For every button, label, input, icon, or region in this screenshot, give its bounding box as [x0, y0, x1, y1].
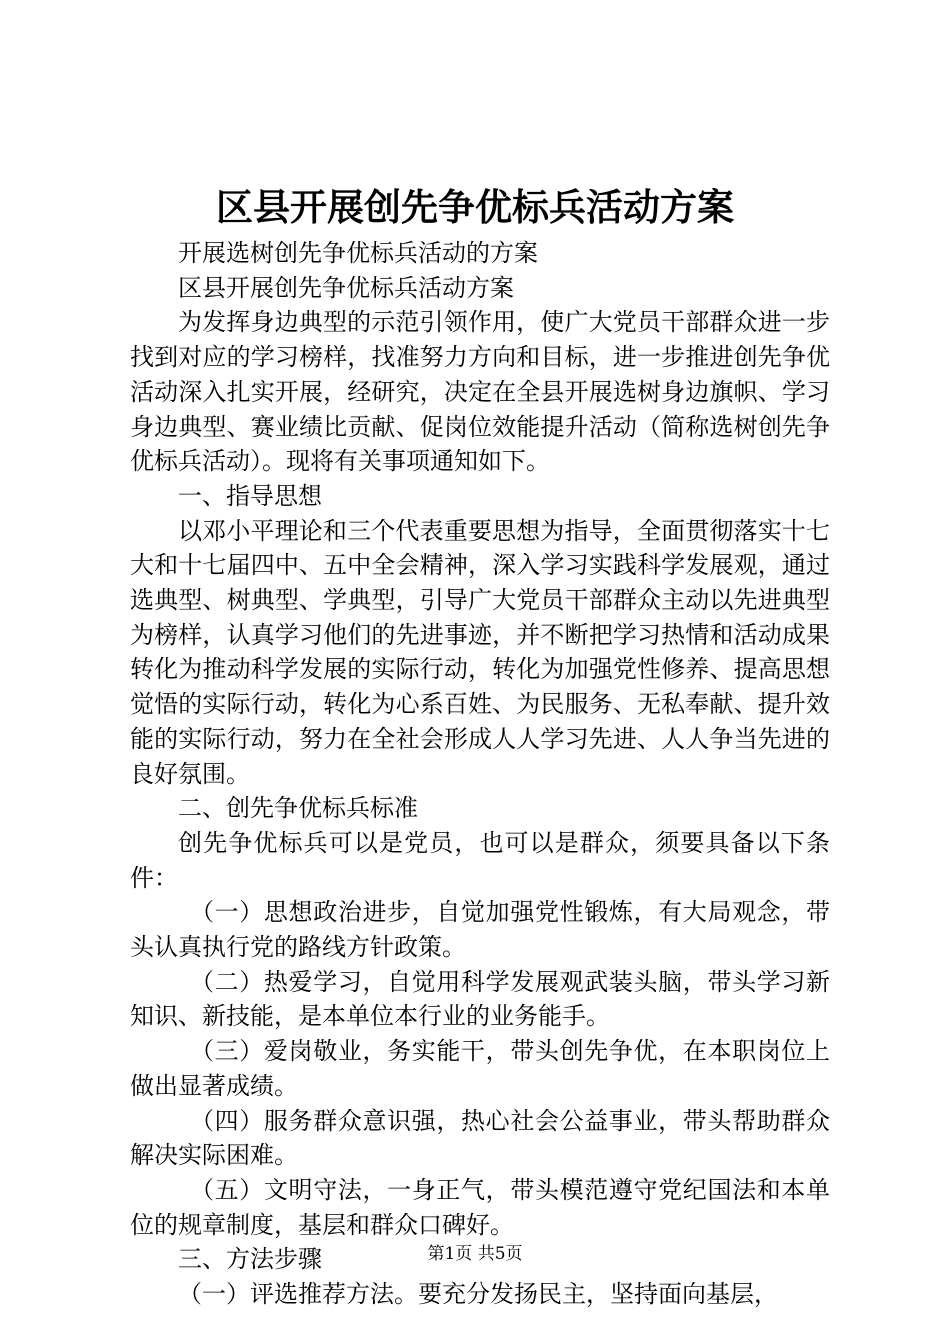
document-title: 区县开展创先争优标兵活动方案	[216, 185, 734, 229]
list-item-condition-3: （三）爱岗敬业，务实能干，带头创先争优，在本职岗位上做出显著成绩。	[130, 1037, 830, 1100]
list-item-condition-2: （二）热爱学习，自觉用科学发展观武装头脑，带头学习新知识、新技能，是本单位本行业的业务能手。	[130, 967, 830, 1031]
paragraph-heading-repeat: 区县开展创先争优标兵活动方案	[178, 273, 514, 302]
section-heading-guiding-thought: 一、指导思想	[178, 481, 322, 510]
paragraph-intro: 为发挥身边典型的示范引领作用，使广大党员干部群众进一步找到对应的学习榜样，找准努力方向和目标，进一步推进创先争优活动深入扎实开展，经研究，决定在全县开展选树身边旗帜、学习身边典型、赛业绩比贡献、促岗位效能提升活动（简称选树创先争优标兵活动）。现将有关事项通知如下。	[130, 308, 830, 476]
list-item-condition-4: （四）服务群众意识强，热心社会公益事业，带头帮助群众解决实际困难。	[130, 1106, 830, 1170]
list-item-condition-5: （五）文明守法，一身正气，带头模范遵守党纪国法和本单位的规章制度，基层和群众口碑好。	[130, 1175, 830, 1239]
page-number-footer: 第1页 共5页	[427, 1244, 523, 1264]
paragraph-guiding-thought: 以邓小平理论和三个代表重要思想为指导，全面贯彻落实十七大和十七届四中、五中全会精神，深入学习实践科学发展观，通过选典型、树典型、学典型，引导广大党员干部群众主动以先进典型为榜样，认真学习他们的先进事迹，并不断把学习热情和活动成果转化为推动科学发展的实际行动，转化为加强党性修养、提高思想觉悟的实际行动，转化为心系百姓、为民服务、无私奉献、提升效能的实际行动，努力在全社会形成人人学习先进、人人争当先进的良好氛围。	[130, 516, 830, 788]
paragraph-subtitle: 开展选树创先争优标兵活动的方案	[178, 239, 538, 267]
document-body	[130, 236, 830, 1312]
section-heading-standards: 二、创先争优标兵标准	[178, 794, 418, 823]
section-heading-steps: 三、方法步骤	[178, 1245, 322, 1274]
paragraph-standards-intro: 创先争优标兵可以是党员，也可以是群众，须要具备以下条件：	[130, 828, 830, 892]
list-item-condition-1: （一）思想政治进步，自觉加强党性锻炼，有大局观念，带头认真执行党的路线方针政策。	[130, 898, 830, 962]
paragraph-steps-1: （一）评选推荐方法。要充分发扬民主，坚持面向基层，	[178, 1280, 778, 1309]
